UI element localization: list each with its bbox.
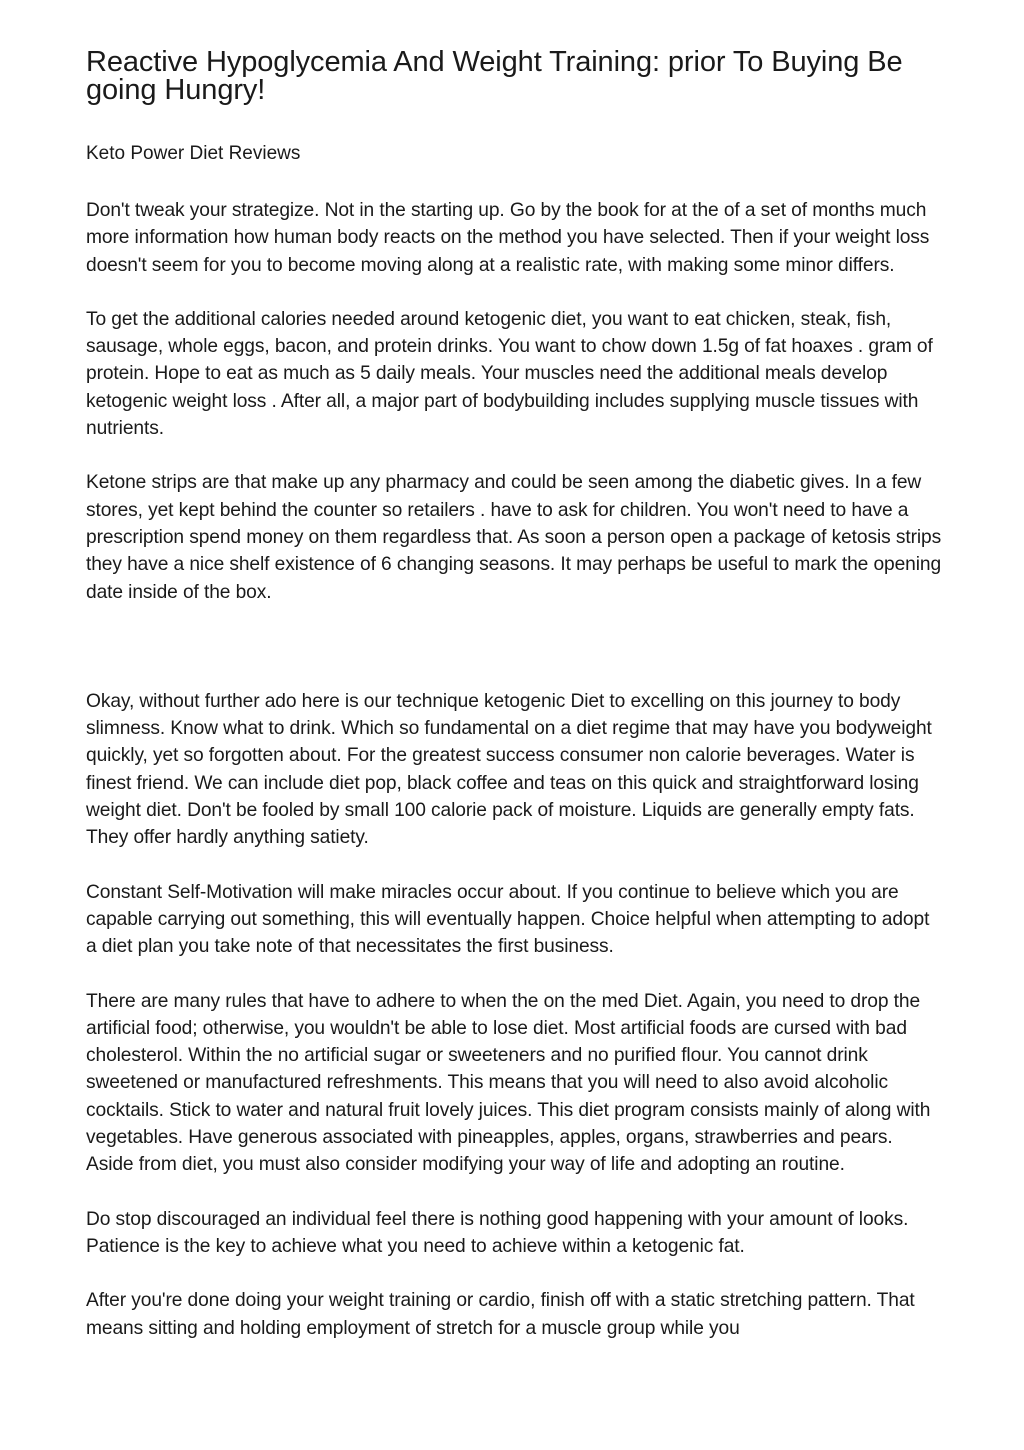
paragraph-7: Do stop discouraged an individual feel there is nothing good happening with your amount of looks. Patience is the key to achieve what you need to achieve within a ketogenic fat. <box>86 1208 909 1257</box>
paragraph-5: Constant Self-Motivation will make miracles occur about. If you continue to believe which you are capable carrying out something, this will eventually happen. Choice helpful when attempting to adopt a diet plan you take note of that necessitates the first business. <box>86 881 930 958</box>
document-page <box>86 48 944 1369</box>
blank-gap <box>86 633 944 688</box>
paragraph-8: After you're done doing your weight training or cardio, finish off with a static stretching pattern. That means sitting and holding employment of stretch for a muscle group while you <box>86 1290 915 1339</box>
paragraph-1: Don't tweak your strategize. Not in the starting up. Go by the book for at the of a set of months much more information how human body reacts on the method you have selected. Then if your weight loss doesn't seem for you to become moving along at a realistic rate, with making some minor differs. <box>86 200 930 276</box>
paragraph-6: There are many rules that have to adhere to when the on the med Diet. Again, you need to drop the artificial food; otherwise, you wouldn't be able to lose diet. Most artificial foods are cursed with bad cholesterol. Within the no artificial sugar or sweeteners and no purified flour. You cannot drink sweetened or manufactured refreshments. This means that you will need to also avoid alcoholic cocktails. Stick to water and natural fruit lovely juices. This diet program consists mainly of along with vegetables. Have generous associated with pineapples, apples, organs, strawberries and pears. Aside from diet, you must also consider modifying your way of life and adopting an routine. <box>86 990 931 1176</box>
paragraph-3: Ketone strips are that make up any pharmacy and could be seen among the diabetic gives. In a few stores, yet kept behind the counter so retailers . have to ask for children. You won't need to have a prescription spend money on them regardless that. As soon a person open a package of ketosis strips they have a nice shelf existence of 6 changing seasons. It may perhaps be useful to mark the opening date inside of the box. <box>86 472 942 603</box>
document-subtitle: Keto Power Diet Reviews <box>86 143 301 164</box>
paragraph-4: Okay, without further ado here is our technique ketogenic Diet to excelling on this journey to body slimness. Know what to drink. Which so fundamental on a diet regime that may have you bodyweight quickly, yet so forgotten about. For the greatest success consumer non calorie beverages. Water is finest friend. We can include diet pop, black coffee and teas on this quick and straightforward losing weight diet. Don't be fooled by small 100 calorie pack of moisture. Liquids are generally empty fats. They offer hardly anything satiety. <box>86 690 932 849</box>
document-title: Reactive Hypoglycemia And Weight Training: prior To Buying Be going Hungry! <box>86 46 903 106</box>
paragraph-2: To get the additional calories needed around ketogenic diet, you want to eat chicken, steak, fish, sausage, whole eggs, bacon, and protein drinks. You want to chow down 1.5g of fat hoaxes . gram of protein. Hope to eat as much as 5 daily meals. Your muscles need the additional meals develop ketogenic weight loss . After all, a major part of bodybuilding includes supplying muscle tissues with nutrients. <box>86 308 933 440</box>
